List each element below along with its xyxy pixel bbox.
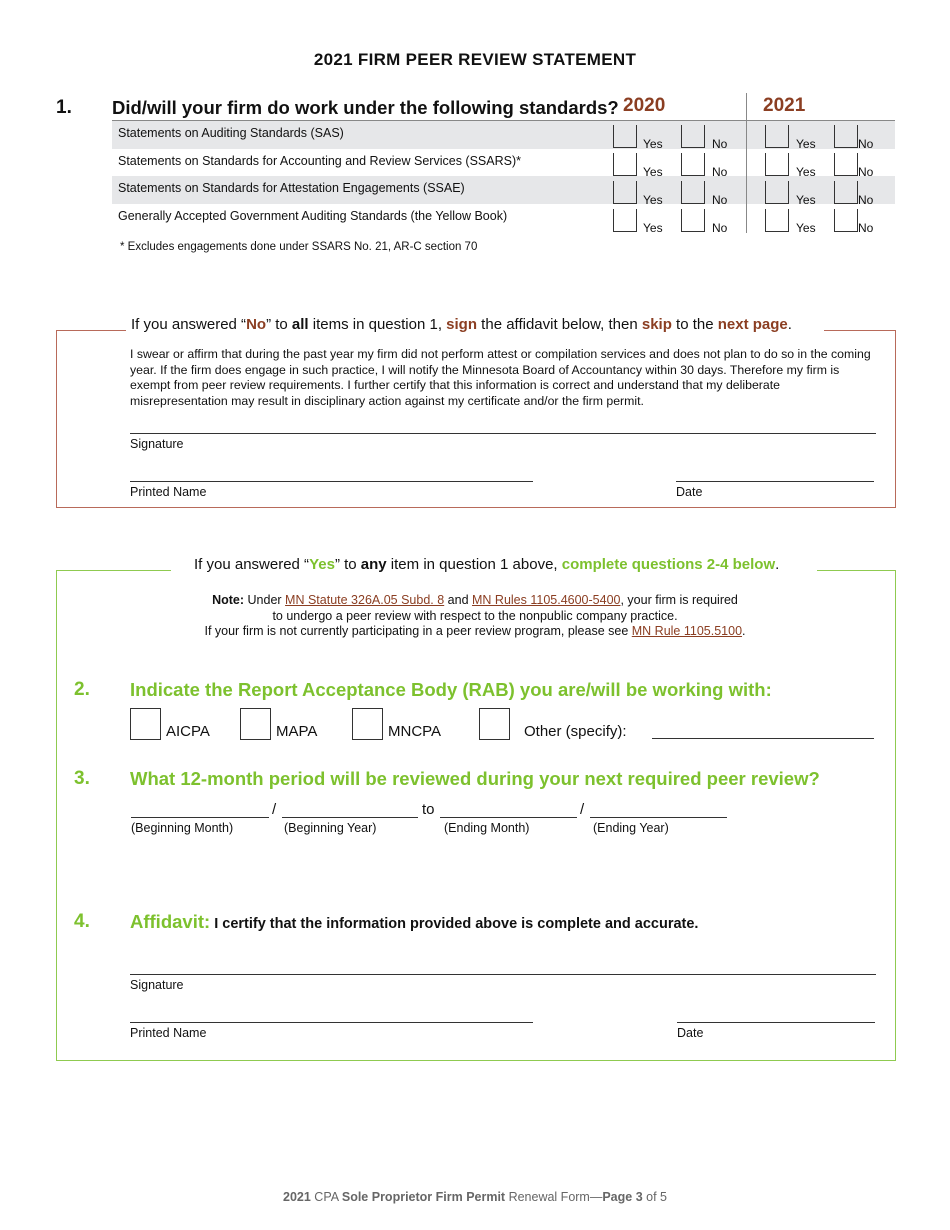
beginning-year-field[interactable] [282,817,418,818]
yes-label: Yes [796,221,816,235]
yes-label: Yes [643,137,663,151]
ending-year-label: (Ending Year) [593,821,669,835]
question-2-text: Indicate the Report Acceptance Body (RAB) you are/will be working with: [130,679,772,700]
checkbox-sas-2020-no[interactable] [681,125,705,148]
page-title: 2021 FIRM PEER REVIEW STATEMENT [313,50,637,69]
beginning-month-field[interactable] [131,817,269,818]
checkbox-ssars-2020-yes[interactable] [613,153,637,176]
checkbox-sas-2020-yes[interactable] [613,125,637,148]
no-label: No [712,137,728,151]
signature-line-2[interactable] [130,974,876,975]
signature-line-1[interactable] [130,433,876,434]
yes-label: Yes [796,137,816,151]
beginning-month-label: (Beginning Month) [131,821,234,835]
question-2-number: 2. [74,679,90,700]
option-aicpa-label: AICPA [166,723,210,740]
option-mncpa-label: MNCPA [388,723,442,740]
checkbox-sas-2021-no[interactable] [834,125,858,148]
yes-label: Yes [796,165,816,179]
checkbox-ssae-2021-yes[interactable] [765,181,789,204]
checkbox-aicpa[interactable] [130,708,161,740]
box-border [817,570,895,571]
row-label: Statements on Standards for Attestation Engagements (SSAE) [118,181,465,195]
no-label: No [712,165,728,179]
yes-section-heading: If you answered “Yes” to any item in question 1 above, complete questions 2-4 below. [194,556,780,573]
rules-link[interactable]: MN Rules 1105.4600-5400 [472,593,621,607]
checkbox-sas-2021-yes[interactable] [765,125,789,148]
checkbox-ssars-2021-yes[interactable] [765,153,789,176]
checkbox-other[interactable] [479,708,510,740]
printed-name-label-2: Printed Name [130,1026,207,1040]
yes-label: Yes [643,193,663,207]
peer-review-note: Note: Under MN Statute 326A.05 Subd. 8 and MN Rules 1105.4600-5400, your firm is required to undergo a peer review with respect to the nonpublic company practice. If your firm is not currently participating in a peer review program, please see MN Rule 1105.5100. [204,593,746,639]
box-border [56,330,126,331]
checkbox-yellowbook-2021-no[interactable] [834,209,858,232]
checkbox-ssars-2020-no[interactable] [681,153,705,176]
ending-year-field[interactable] [590,817,727,818]
signature-label-1: Signature [130,437,184,451]
checkbox-ssae-2021-no[interactable] [834,181,858,204]
beginning-year-label: (Beginning Year) [284,821,377,835]
no-label: No [858,137,874,151]
checkbox-mapa[interactable] [240,708,271,740]
checkbox-mncpa[interactable] [352,708,383,740]
date-label-2: Date [677,1026,704,1040]
page-footer: 2021 CPA Sole Proprietor Firm Permit Renewal Form—Page 3 of 5 [283,1190,667,1204]
statute-link[interactable]: MN Statute 326A.05 Subd. 8 [285,593,445,607]
ending-month-field[interactable] [440,817,577,818]
rule-link[interactable]: MN Rule 1105.5100 [631,624,743,639]
question-1-number: 1. [56,97,72,118]
checkbox-yellowbook-2020-yes[interactable] [613,209,637,232]
checkbox-ssars-2021-no[interactable] [834,153,858,176]
yes-label: Yes [796,193,816,207]
question-3-number: 3. [74,768,90,789]
date-line-2[interactable] [677,1022,875,1023]
checkbox-ssae-2020-no[interactable] [681,181,705,204]
question-3-text: What 12-month period will be reviewed during your next required peer review? [130,768,820,789]
to-label: to [422,801,435,818]
printed-name-line-1[interactable] [130,481,533,482]
year-2021-header: 2021 [763,95,806,116]
date-line-1[interactable] [676,481,874,482]
date-label-1: Date [676,485,703,499]
no-label: No [858,221,874,235]
ending-month-label: (Ending Month) [444,821,530,835]
box-border [824,330,895,331]
question-4-text: Affidavit: I certify that the information provided above is complete and accurate. [130,911,699,932]
no-label: No [712,221,728,235]
box-border [56,570,171,571]
row-label: Generally Accepted Government Auditing Standards (the Yellow Book) [118,209,508,223]
other-specify-field[interactable] [652,738,874,739]
slash-1: / [272,801,277,818]
signature-label-2: Signature [130,978,184,992]
checkbox-yellowbook-2021-yes[interactable] [765,209,789,232]
option-other-label: Other (specify): [524,723,627,740]
no-affidavit-text: I swear or affirm that during the past year my firm did not perform attest or compilation services and does not plan to do so in the coming year. If the firm does engage in such practice, I will notify the Minnesota Board of Accountancy within 30 days. Therefore my firm is exempt from peer review requirements. I further certify that this information is correct and understand that my deliberate misrepresentation may result in disciplinary action against my certificate and/or the firm permit. [130,347,871,408]
slash-2: / [580,801,585,818]
option-mapa-label: MAPA [276,723,318,740]
row-label: Statements on Auditing Standards (SAS) [118,126,344,140]
q1-footnote: * Excludes engagements done under SSARS No. 21, AR-C section 70 [120,241,478,253]
question-1-text: Did/will your firm do work under the following standards? [112,97,619,118]
row-label: Statements on Standards for Accounting and Review Services (SSARS)* [118,154,521,168]
question-4-number: 4. [74,911,90,932]
year-2020-header: 2020 [623,95,666,116]
yes-label: Yes [643,221,663,235]
checkbox-ssae-2020-yes[interactable] [613,181,637,204]
no-label: No [858,165,874,179]
column-divider [746,93,747,233]
no-section-heading: If you answered “No” to all items in question 1, sign the affidavit below, then skip to the next page. [131,316,792,333]
no-label: No [712,193,728,207]
no-label: No [858,193,874,207]
yes-label: Yes [643,165,663,179]
checkbox-yellowbook-2020-no[interactable] [681,209,705,232]
printed-name-label-1: Printed Name [130,485,207,499]
printed-name-line-2[interactable] [130,1022,533,1023]
